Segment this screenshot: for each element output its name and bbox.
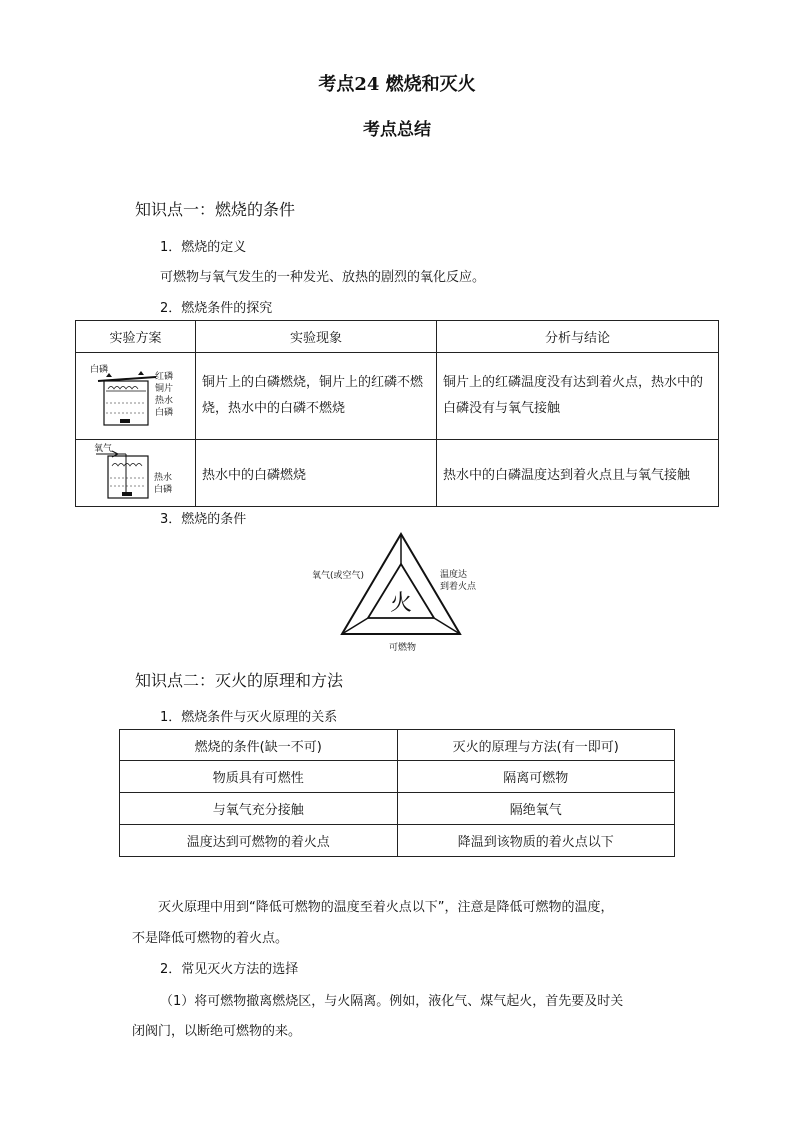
table-row <box>120 825 675 857</box>
page-title: 考点24 燃烧和灭火 <box>318 74 476 95</box>
table-cell: 降温到该物质的着火点以下 <box>397 825 675 857</box>
table-header-cell: 实验方案 <box>76 321 196 353</box>
section-heading-2: 知识点二：灭火的原理和方法 <box>135 671 344 690</box>
table-row <box>76 353 719 440</box>
section-heading-1: 知识点一：燃烧的条件 <box>135 200 296 219</box>
item-exploration-title: 2．燃烧条件的探究 <box>160 301 273 316</box>
table-cell-conclusion: 铜片上的红磷温度没有达到着火点，热水中的白磷没有与氧气接触 <box>437 353 719 440</box>
table-row <box>120 761 675 793</box>
table-cell: 物质具有可燃性 <box>120 761 398 793</box>
triangle-label-oxygen: 氧气(或空气) <box>312 571 365 581</box>
item-conditions-title: 3．燃烧的条件 <box>160 512 247 527</box>
label-hot-water: 热水 <box>154 473 173 483</box>
label-white-phosphorus-2: 白磷 <box>155 408 174 418</box>
label-copper: 铜片 <box>155 384 174 394</box>
item-methods-title: 2．常见灭火方法的选择 <box>160 962 299 977</box>
relation-table <box>119 729 675 857</box>
table-cell-phenomenon: 铜片上的白磷燃烧，铜片上的红磷不燃烧，热水中的白磷不燃烧 <box>196 353 437 440</box>
table-cell: 与氧气充分接触 <box>120 793 398 825</box>
label-white-phosphorus: 白磷 <box>154 485 173 495</box>
table-row <box>76 440 719 507</box>
table-header-cell: 分析与结论 <box>437 321 719 353</box>
experiment-table <box>75 320 719 507</box>
triangle-label-temperature-2: 到着火点 <box>440 582 477 592</box>
method-1-line-2: 闭阀门，以断绝可燃物的来。 <box>132 1024 302 1039</box>
table-row <box>120 793 675 825</box>
table-cell-phenomenon: 热水中的白磷燃烧 <box>196 440 437 507</box>
table-header-cell: 实验现象 <box>196 321 437 353</box>
label-hot-water: 热水 <box>155 396 174 406</box>
fire-character: 火 <box>389 591 413 616</box>
item-relation-title: 1．燃烧条件与灭火原理的关系 <box>160 710 338 725</box>
table-header-row <box>120 730 675 761</box>
label-white-phosphorus: 白磷 <box>90 365 109 375</box>
table-header-row <box>76 321 719 353</box>
item-combustion-definition-title: 1．燃烧的定义 <box>160 240 247 255</box>
page-subtitle: 考点总结 <box>363 120 431 140</box>
note-line-2: 不是降低可燃物的着火点。 <box>132 931 289 946</box>
experiment-diagram-1 <box>76 353 196 440</box>
method-1-line-1: （1）将可燃物撤离燃烧区，与火隔离。例如，液化气、煤气起火，首先要及时关 <box>160 994 624 1009</box>
triangle-label-temperature-1: 温度达 <box>440 570 468 580</box>
table-cell: 隔离可燃物 <box>397 761 675 793</box>
table-header-cell: 燃烧的条件(缺一不可) <box>120 730 398 761</box>
note-line-1: 灭火原理中用到“降低可燃物的温度至着火点以下”，注意是降低可燃物的温度， <box>158 900 614 915</box>
triangle-label-combustible: 可燃物 <box>389 643 417 653</box>
table-cell-conclusion: 热水中的白磷温度达到着火点且与氧气接触 <box>437 440 719 507</box>
label-red-phosphorus: 红磷 <box>155 372 174 382</box>
table-cell: 温度达到可燃物的着火点 <box>120 825 398 857</box>
experiment-diagram-2 <box>76 440 196 507</box>
item-combustion-definition-text: 可燃物与氧气发生的一种发光、放热的剧烈的氧化反应。 <box>160 270 486 285</box>
table-header-cell: 灭火的原理与方法(有一即可) <box>397 730 675 761</box>
table-cell: 隔绝氧气 <box>397 793 675 825</box>
label-oxygen: 氧气 <box>94 444 113 454</box>
